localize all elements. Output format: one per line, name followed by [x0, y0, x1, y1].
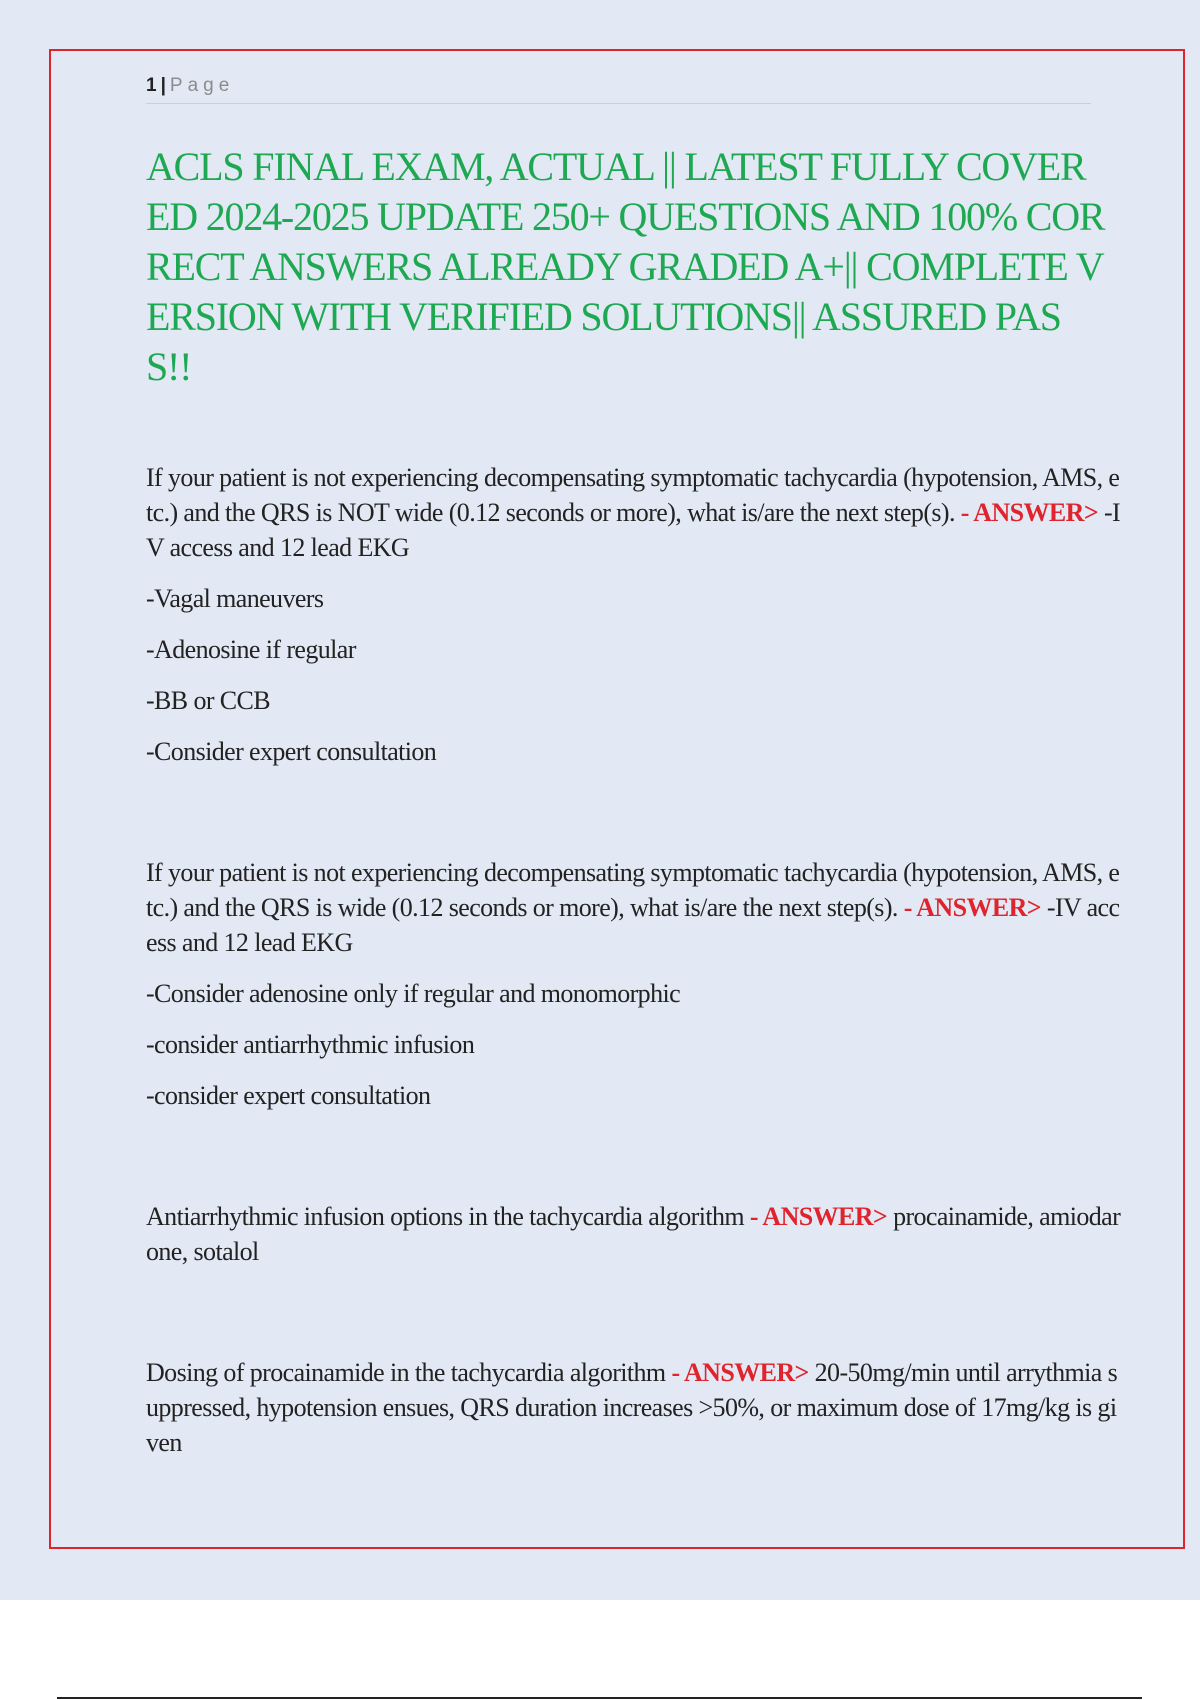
- answer-line: -Consider expert consultation: [146, 737, 437, 766]
- spacer: [146, 1285, 1121, 1355]
- bottom-divider: [57, 1697, 1142, 1699]
- qa-item: [146, 1199, 1121, 1269]
- qa-item: [146, 1355, 1121, 1460]
- answer-marker: - ANSWER>: [903, 893, 1041, 922]
- answer-line: -Adenosine if regular: [146, 635, 356, 664]
- answer-text: procainamide, amiodarone, sotalol: [146, 1202, 1121, 1266]
- answer-text: -IV access and 12 lead EKG: [146, 498, 1121, 562]
- answer-line: -Vagal maneuvers: [146, 584, 324, 613]
- page-label: Page: [169, 75, 235, 96]
- answer-marker: - ANSWER>: [960, 498, 1099, 527]
- spacer: [146, 1129, 1121, 1199]
- qa-item: [146, 460, 1121, 565]
- question-text: Dosing of procainamide in the tachycardia algorithm: [146, 1358, 666, 1387]
- answer-text: 20-50mg/min until arrythmia suppressed, hypotension ensues, QRS duration increases >50%, or maximum dose of 17mg/kg is given: [146, 1358, 1118, 1457]
- answer-line: -consider expert consultation: [146, 1081, 431, 1110]
- question-text: If your patient is not experiencing decompensating symptomatic tachycardia (hypotension, AMS, etc.) and the QRS is NOT wide (0.12 seconds or more), what is/are the next step(s).: [146, 463, 1120, 527]
- page-header: [146, 73, 1091, 104]
- spacer: [146, 785, 1121, 855]
- answer-line: -Consider adenosine only if regular and monomorphic: [146, 979, 681, 1008]
- qa-content: [146, 460, 1121, 1476]
- question-text: If your patient is not experiencing decompensating symptomatic tachycardia (hypotension, AMS, etc.) and the QRS is wide (0.12 seconds or more), what is/are the next step(s).: [146, 858, 1120, 922]
- answer-marker: - ANSWER>: [749, 1202, 888, 1231]
- qa-item: [146, 855, 1121, 960]
- document-title: ACLS FINAL EXAM, ACTUAL || LATEST FULLY COVERED 2024-2025 UPDATE 250+ QUESTIONS AND 100% CORRECT ANSWERS ALREADY GRADED A+|| COMPLETE VERSION WITH VERIFIED SOLUTIONS|| ASSURED PASS!!: [146, 144, 1105, 389]
- question-text: Antiarrhythmic infusion options in the tachycardia algorithm: [146, 1202, 744, 1231]
- answer-marker: - ANSWER>: [671, 1358, 809, 1387]
- answer-text: -IV access and 12 lead EKG: [146, 893, 1120, 957]
- page-number: 1: [146, 75, 157, 96]
- answer-line: -BB or CCB: [146, 686, 271, 715]
- answer-line: -consider antiarrhythmic infusion: [146, 1030, 475, 1059]
- page-separator: |: [160, 75, 166, 96]
